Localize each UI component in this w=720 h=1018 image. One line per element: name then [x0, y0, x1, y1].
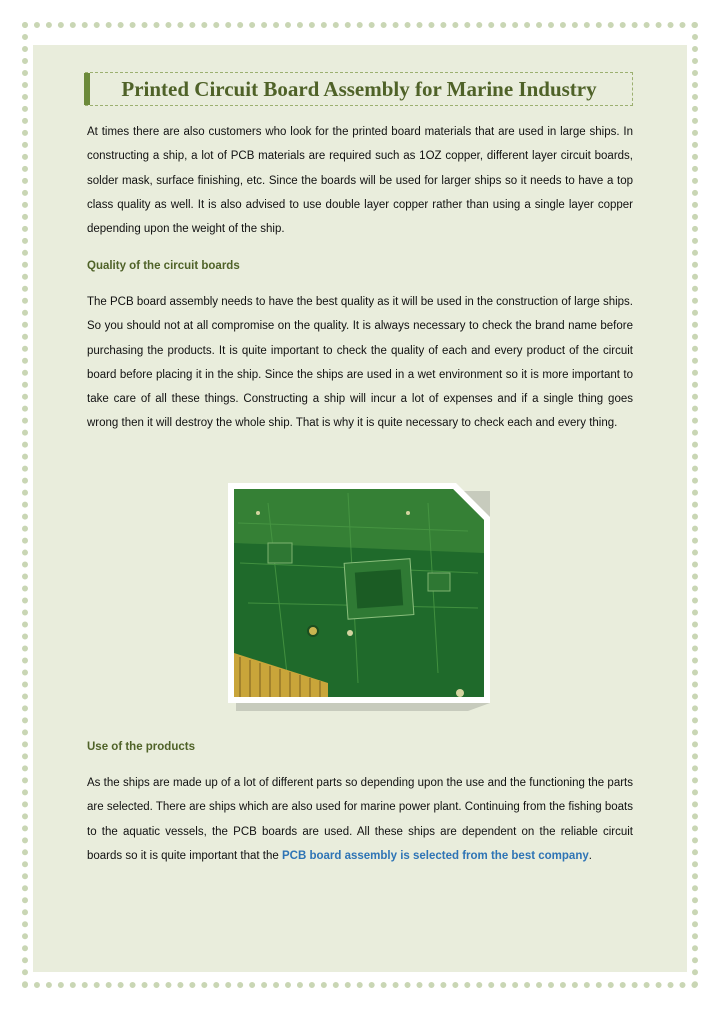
use-paragraph-end: . — [588, 849, 592, 862]
page-title: Printed Circuit Board Assembly for Marine Industry — [121, 76, 597, 101]
title-box — [85, 72, 633, 106]
pcb-photo — [228, 483, 490, 711]
pcb-assembly-link[interactable]: PCB board assembly is selected from the best company — [281, 849, 589, 862]
intro-paragraph: At times there are also customers who look for the printed board materials that are used in large ships. In constructing a ship, a lot of PCB materials are required such as 1OZ copper, different layer circuit boards, solder mask, surface finishing, etc. Since the boards will be used for larger ships so it needs to have a top class quality as well. It is also advised to use double layer copper rather than using a single layer copper depending upon the weight of the ship. — [87, 126, 633, 236]
section-heading-quality: Quality of the circuit boards — [87, 260, 240, 272]
use-paragraph-text: As the ships are made up of a lot of different parts so depending upon the use and the functioning the parts are selected. There are ships which are also used for marine power plant. Continuing from the fishing boats to the aquatic vessels, the PCB boards are used. All these ships are dependent on the reliable circuit boards so it is quite important that the — [87, 777, 633, 862]
quality-paragraph: The PCB board assembly needs to have the best quality as it will be used in the construction of large ships. So you should not at all compromise on the quality. It is always necessary to check the brand name before purchasing the products. It is quite important to check the quality of each and every product of the circuit board before placing it in the ship. Since the ships are used in a wet environment so it is more important to take care of all these things. Constructing a ship will incur a lot of expenses and if a single thing goes wrong then it will destroy the whole ship. That is why it is quite necessary to check each and every thing. — [87, 296, 633, 430]
use-paragraph — [87, 771, 633, 868]
title-accent-bar — [84, 73, 90, 105]
section-heading-use: Use of the products — [87, 741, 195, 753]
